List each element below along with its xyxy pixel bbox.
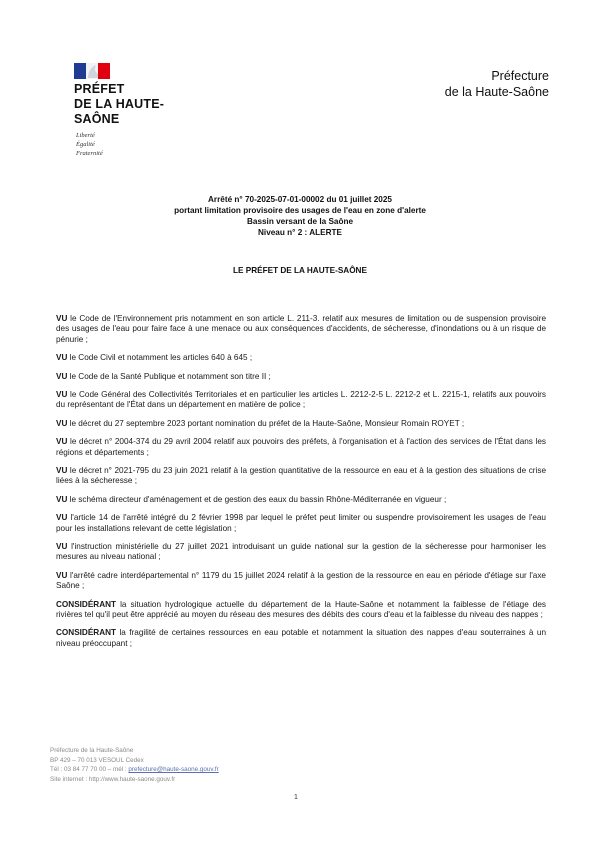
arrete-level: Niveau n° 2 : ALERTE — [258, 228, 342, 237]
footer-line: Préfecture de la Haute-Saône — [50, 747, 134, 754]
paragraph-text: le décret n° 2021-795 du 23 juin 2021 relatif à la gestion quantitative de la ressource en eau et à la gestion des situations de crise liées à la sécheresse ; — [56, 466, 546, 486]
consideration-paragraph — [56, 437, 546, 458]
paragraph-text: la fragilité de certaines ressources en eau potable et notamment la situation des nappes d'eau souterraines à un niveau préoccupant ; — [56, 628, 546, 648]
consideration-paragraph — [56, 628, 546, 649]
paragraph-text: le schéma directeur d'aménagement et de gestion des eaux du bassin Rhône-Méditerranée en vigueur ; — [67, 494, 447, 504]
arrete-subject: portant limitation provisoire des usages de l'eau en zone d'alerte — [174, 206, 426, 215]
paragraph-keyword: VU — [56, 353, 68, 363]
consideration-paragraph — [56, 390, 546, 411]
paragraph-text: le Code Civil et notamment les articles 640 à 645 ; — [67, 353, 253, 363]
contact-footer — [50, 746, 219, 784]
arrete-basin: Bassin versant de la Saône — [246, 217, 354, 226]
footer-site-label: Site internet : — [50, 775, 89, 783]
consideration-paragraph — [56, 466, 546, 487]
logo-line: DE LA HAUTE- — [74, 97, 165, 111]
republic-motto — [76, 131, 103, 158]
consideration-paragraph — [56, 314, 546, 345]
paragraph-text: la situation hydrologique actuelle du département de la Haute-Saône et notamment la faiblesse de l'étiage des rivières tel qu'il peut être apprécié au moyen du réseau des mesures des débits des cours d'eau et la faiblesse du niveau des nappes ; — [56, 599, 546, 619]
paragraph-keyword: VU — [56, 494, 68, 504]
logo-line: PRÉFET — [74, 82, 125, 96]
arrete-number: Arrêté n° 70-2025-07-01-00002 du 01 juillet 2025 — [208, 195, 392, 204]
paragraph-keyword: VU — [56, 437, 68, 447]
paragraph-text: le décret n° 2004-374 du 29 avril 2004 relatif aux pouvoirs des préfets, à l'organisation et à l'action des services de l'État dans les régions et départements ; — [56, 437, 546, 457]
paragraph-text: le Code Général des Collectivités Territoriales et en particulier les articles L. 2212-2-5 L. 2212-2 et L. 2215-1, relatifs aux pouvoirs du représentant de l'État dans un département en matière de police ; — [56, 390, 546, 410]
website-link[interactable]: http://www.haute-saone.gouv.fr — [88, 775, 176, 783]
paragraph-keyword: CONSIDÉRANT — [56, 628, 117, 638]
consideration-paragraph — [56, 372, 546, 382]
motto-line: Égalité — [76, 141, 95, 148]
paragraph-text: l'instruction ministérielle du 27 juillet 2021 introduisant un guide national sur la gestion de la sécheresse pour harmoniser les mesures au niveau national ; — [56, 542, 546, 562]
paragraph-keyword: VU — [56, 513, 68, 523]
paragraph-keyword: CONSIDÉRANT — [56, 599, 117, 609]
authority-title: LE PRÉFET DE LA HAUTE-SAÔNE — [233, 266, 367, 275]
paragraph-text: le Code de la Santé Publique et notamment son titre II ; — [67, 371, 271, 381]
consideration-paragraph — [56, 495, 546, 505]
consideration-paragraph — [56, 542, 546, 563]
logo-line: SAÔNE — [74, 112, 120, 126]
paragraph-text: l'arrêté cadre interdépartemental n° 1179 du 15 juillet 2024 relatif à la gestion de la ressource en eau en période d'étiage sur l'axe Saône ; — [56, 570, 546, 591]
consideration-paragraph — [56, 353, 546, 363]
paragraph-keyword: VU — [56, 466, 68, 476]
motto-line: Fraternité — [76, 150, 103, 157]
paragraph-text: le Code de l'Environnement pris notamment en son article L. 211-3. relatif aux mesures de limitation ou de suspension provisoire des usages de l'eau pour faire face à une menace ou aux conséquences d'accidents, de sécheresse, d'inondations ou à un risque de pénurie ; — [56, 314, 546, 344]
footer-line — [50, 775, 219, 785]
paragraph-keyword: VU — [56, 418, 68, 428]
consideration-paragraph — [56, 600, 546, 621]
consideration-paragraph — [56, 513, 546, 534]
footer-line: BP 429 – 70 013 VESOUL Cedex — [50, 756, 144, 764]
prefecture-header — [445, 68, 549, 100]
prefecture-line: Préfecture — [491, 69, 549, 83]
footer-line — [50, 765, 219, 775]
paragraph-text: l'article 14 de l'arrêté intégré du 2 février 1998 par lequel le préfet peut limiter ou suspendre provisoirement les usages de l'eau pour les installations relevant de cette législation ; — [56, 513, 546, 533]
consideration-paragraph — [56, 571, 546, 592]
footer-phone: Tél : 03 84 77 70 00 – mél : — [50, 766, 129, 773]
paragraph-keyword: VU — [56, 390, 68, 400]
marianne-flag-icon — [74, 63, 110, 79]
page-number: 1 — [294, 794, 298, 801]
considerations-list — [56, 314, 546, 657]
prefet-logo-title — [74, 82, 164, 127]
arrete-heading — [120, 194, 480, 238]
email-link[interactable]: prefecture@haute-saone.gouv.fr — [128, 766, 219, 773]
prefecture-line: de la Haute-Saône — [444, 85, 549, 99]
consideration-paragraph — [56, 419, 546, 429]
paragraph-text: le décret du 27 septembre 2023 portant nomination du préfet de la Haute-Saône, Monsieur Romain ROYET ; — [67, 418, 465, 428]
paragraph-keyword: VU — [56, 371, 68, 381]
paragraph-keyword: VU — [56, 542, 68, 552]
paragraph-keyword: VU — [56, 570, 68, 580]
motto-line: Liberté — [76, 132, 95, 139]
paragraph-keyword: VU — [56, 314, 68, 323]
